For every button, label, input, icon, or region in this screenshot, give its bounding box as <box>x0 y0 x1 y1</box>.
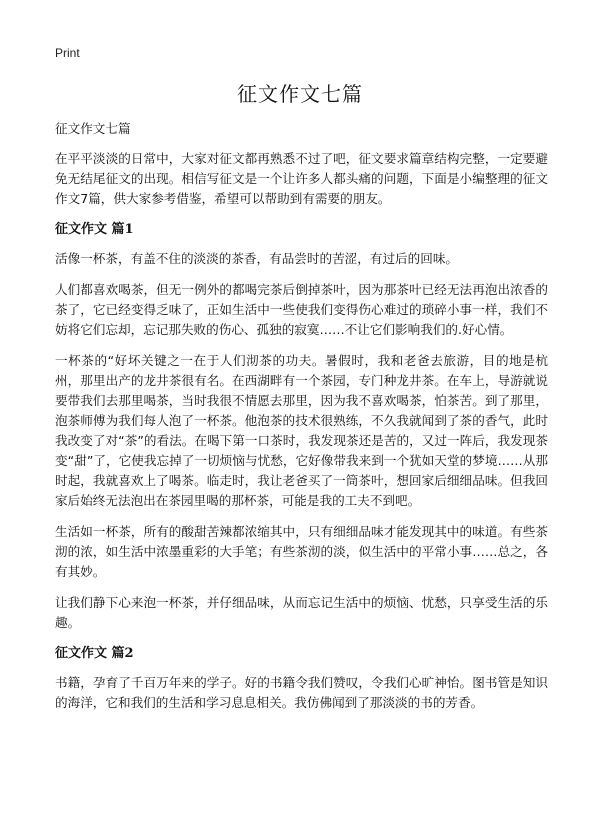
paragraph: 生活如一杯茶，所有的酸甜苦辣都浓缩其中，只有细细品味才能发现其中的味道。有些茶沏的浓，如生活中浓墨重彩的大手笔；有些茶沏的淡，似生活中的平常小事……总之，各有其妙。 <box>55 524 548 579</box>
paragraph: 人们都喜欢喝茶，但无一例外的都喝完茶后倒掉茶叶，因为那茶叶已经无法再泡出浓香的茶了，它已经变得乏味了，正如生活中一些使我们变得伤心难过的琐碎小事一样，我们不妨将它们忘却，忘记那失败的伤心、孤独的寂寞……不让它们影响我们的.好心情。 <box>55 282 548 337</box>
print-link[interactable]: Print <box>55 46 80 60</box>
intro-paragraph: 在平平淡淡的日常中，大家对征文都再熟悉不过了吧，征文要求篇章结构完整，一定要避免无结尾征文的出现。相信写征文是一个让许多人都头痛的问题，下面是小编整理的征文作文7篇，供大家参考借鉴，希望可以帮助到有需要的朋友。 <box>55 151 548 206</box>
section-heading-1: 征文作文 篇1 <box>55 222 134 237</box>
paragraph: 书籍，孕育了千百万年来的学子。好的书籍令我们赞叹，令我们心旷神怡。图书管是知识的海洋，它和我们的生活和学习息息相关。我仿佛闻到了那淡淡的书的芳香。 <box>55 675 548 710</box>
paragraph: 一杯茶的“好坏关键之一在于人们沏茶的功夫。暑假时，我和老爸去旅游，目的地是杭州，那里出产的龙井茶很有名。在西湖畔有一个茶园，专门种龙井茶。在车上，导游就说要带我们去那里喝茶，当时我很不情愿去那里，因为我不喜欢喝茶，怕茶苦。到了那里，泡茶师傅为我们每人泡了一杯茶。他泡茶的技术很熟练，不久我就闻到了茶的香气，此时我改变了对“茶”的看法。在喝下第一口茶时，我发现茶还是苦的，又过一阵后，我发现茶变“甜”了，它使我忘掉了一切烦恼与忧愁，它好像带我来到一个犹如天堂的梦境……从那时起，我就喜欢上了喝茶。临走时，我让老爸买了一筒茶叶，想回家后细细品味。但我回家后始终无法泡出在茶园里喝的那杯茶，可能是我的工夫不到吧。 <box>55 353 548 508</box>
paragraph: 活像一杯茶，有盖不住的淡淡的茶香，有品尝时的苦涩，有过后的回味。 <box>55 251 458 266</box>
document-title: 征文作文七篇 <box>237 82 363 106</box>
paragraph: 让我们静下心来泡一杯茶，并仔细品味，从而忘记生活中的烦恼、忧愁，只享受生活的乐趣。 <box>55 595 548 630</box>
section-heading-2: 征文作文 篇2 <box>55 646 134 661</box>
document-body <box>55 119 548 724</box>
document-subtitle: 征文作文七篇 <box>55 121 131 136</box>
